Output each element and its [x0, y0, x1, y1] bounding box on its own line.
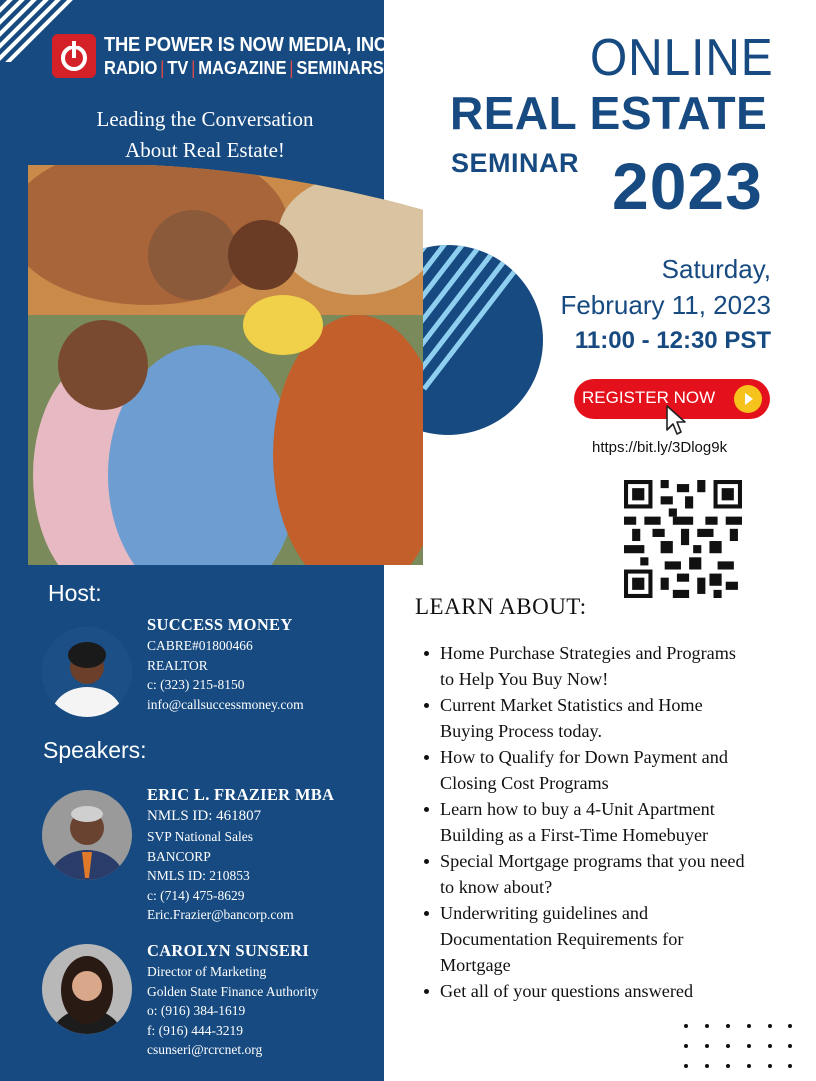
- speakers-heading: Speakers:: [43, 737, 147, 763]
- speaker-1-avatar: [42, 790, 132, 880]
- speaker-2-fax: f: (916) 444-3219: [147, 1022, 243, 1038]
- event-date: February 11, 2023: [560, 290, 771, 320]
- learn-item: How to Qualify for Down Payment and Closing Cost Programs: [440, 744, 800, 796]
- decorative-dots: [682, 1018, 794, 1074]
- learn-item: Learn how to buy a 4-Unit Apartment Building as a First-Time Homebuyer: [440, 796, 800, 848]
- channel-seminars: SEMINARS: [296, 58, 384, 78]
- speaker-1-nmls: NMLS ID: 461807: [147, 808, 262, 824]
- learn-item: Underwriting guidelines and Documentation Requirements for Mortgage: [440, 900, 800, 978]
- power-icon: [52, 34, 96, 78]
- speaker-2-company: Golden State Finance Authority: [147, 983, 319, 999]
- host-avatar: [42, 627, 132, 717]
- host-name: SUCCESS MONEY: [147, 615, 293, 634]
- host-heading: Host:: [48, 580, 102, 606]
- family-photo: [28, 165, 548, 567]
- arrow-right-icon: [734, 385, 762, 413]
- learn-about-list: [440, 640, 800, 1004]
- headline-online: ONLINE: [590, 29, 774, 87]
- tagline-line-1: Leading the Conversation: [96, 107, 314, 131]
- host-role: REALTOR: [147, 657, 208, 673]
- learn-item: Home Purchase Strategies and Programs to Help You Buy Now!: [440, 640, 800, 692]
- speaker-2-email: csunseri@rcrcnet.org: [147, 1042, 263, 1057]
- learn-item: Special Mortgage programs that you need to know about?: [440, 848, 800, 900]
- speaker-1-name: ERIC L. FRAZIER MBA: [147, 785, 335, 804]
- qr-code[interactable]: [624, 480, 742, 598]
- brand-logo: [52, 34, 392, 82]
- speaker-2-avatar: [42, 944, 132, 1034]
- register-link[interactable]: https://bit.ly/3Dlog9k: [592, 439, 728, 456]
- company-channels: RADIO | TV | MAGAZINE | SEMINARS: [104, 58, 384, 78]
- headline-year: 2023: [612, 149, 763, 223]
- channel-tv: TV: [167, 58, 189, 78]
- learn-about-heading: LEARN ABOUT:: [415, 594, 587, 619]
- speaker-2-title: Director of Marketing: [147, 964, 267, 979]
- channel-radio: RADIO: [104, 58, 158, 78]
- speaker-2-office-phone: o: (916) 384-1619: [147, 1003, 246, 1018]
- host-license: CABRE#01800466: [147, 638, 253, 653]
- speaker-1-title: SVP National Sales: [147, 829, 253, 844]
- learn-item: Current Market Statistics and Home Buying Process today.: [440, 692, 800, 744]
- speaker-2-info: [147, 940, 318, 1060]
- headline-seminar: SEMINAR: [451, 148, 580, 178]
- learn-item: Get all of your questions answered: [440, 978, 800, 1004]
- event-time: 11:00 - 12:30 PST: [574, 327, 771, 354]
- event-day: Saturday,: [661, 254, 771, 284]
- headline-real-estate: REAL ESTATE: [450, 87, 768, 139]
- pointer-cursor-icon: [664, 404, 688, 438]
- host-email: info@callsuccessmoney.com: [147, 696, 304, 712]
- tagline-line-2: About Real Estate!: [125, 138, 285, 162]
- speaker-2-name: CAROLYN SUNSERI: [147, 941, 310, 960]
- tagline: [40, 104, 370, 166]
- host-phone: c: (323) 215-8150: [147, 677, 245, 692]
- host-info: [147, 614, 304, 714]
- company-name: THE POWER IS NOW MEDIA, INC.: [104, 34, 392, 56]
- speaker-1-company-nmls: NMLS ID: 210853: [147, 868, 250, 883]
- speaker-1-email: Eric.Frazier@bancorp.com: [147, 907, 294, 922]
- channel-magazine: MAGAZINE: [198, 58, 287, 78]
- speaker-1-company: BANCORP: [147, 848, 211, 864]
- speaker-1-phone: c: (714) 475-8629: [147, 887, 245, 903]
- speaker-1-info: [147, 784, 334, 925]
- register-button-label: REGISTER NOW: [582, 388, 716, 407]
